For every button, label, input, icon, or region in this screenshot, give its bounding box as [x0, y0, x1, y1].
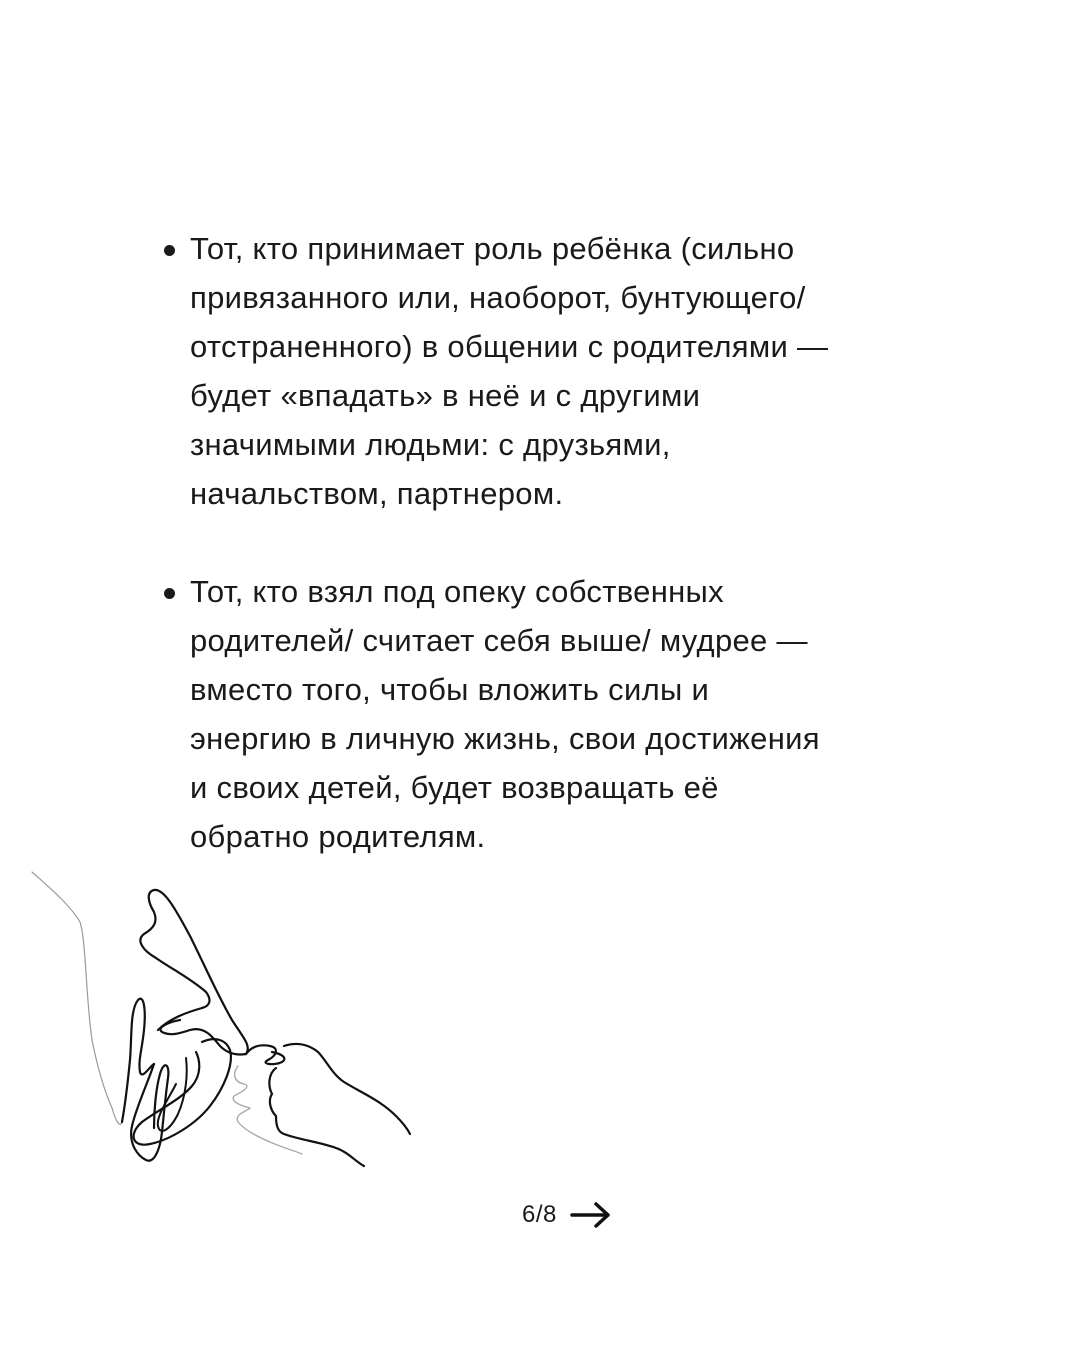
bullet-text-line: родителей/ считает себя выше/ мудрее —: [190, 623, 808, 658]
bullet-text-line: энергию в личную жизнь, свои достижения: [190, 721, 820, 756]
bullet-text-line: отстраненного) в общении с родителями —: [190, 329, 829, 364]
next-page-button[interactable]: [522, 1200, 613, 1230]
bullet-text-line: вместо того, чтобы вложить силы и: [190, 672, 710, 707]
bullet-text-line: значимыми людьми: с друзьями,: [190, 427, 671, 462]
bullet-text-line: Тот, кто взял под опеку собственных: [190, 574, 724, 609]
bullet-text-line: начальством, партнером.: [190, 476, 564, 511]
bullet-item: [160, 567, 960, 861]
bullet-text-line: Тот, кто принимает роль ребёнка (сильно: [190, 231, 795, 266]
content-bullet-list: [160, 224, 960, 910]
bullet-text-line: и своих детей, будет возвращать её: [190, 770, 719, 805]
page-counter: 6/8: [522, 1201, 557, 1228]
bullet-item: [160, 224, 960, 518]
bullet-dot-icon: [164, 588, 175, 599]
bullet-dot-icon: [164, 245, 175, 256]
arrow-right-icon: [569, 1200, 613, 1230]
bullet-text-line: обратно родителям.: [190, 819, 486, 854]
bullet-text-line: привязанного или, наоборот, бунтующего/: [190, 280, 806, 315]
bullet-text-line: будет «впадать» в неё и с другими: [190, 378, 701, 413]
hands-line-art-icon: [20, 860, 420, 1180]
